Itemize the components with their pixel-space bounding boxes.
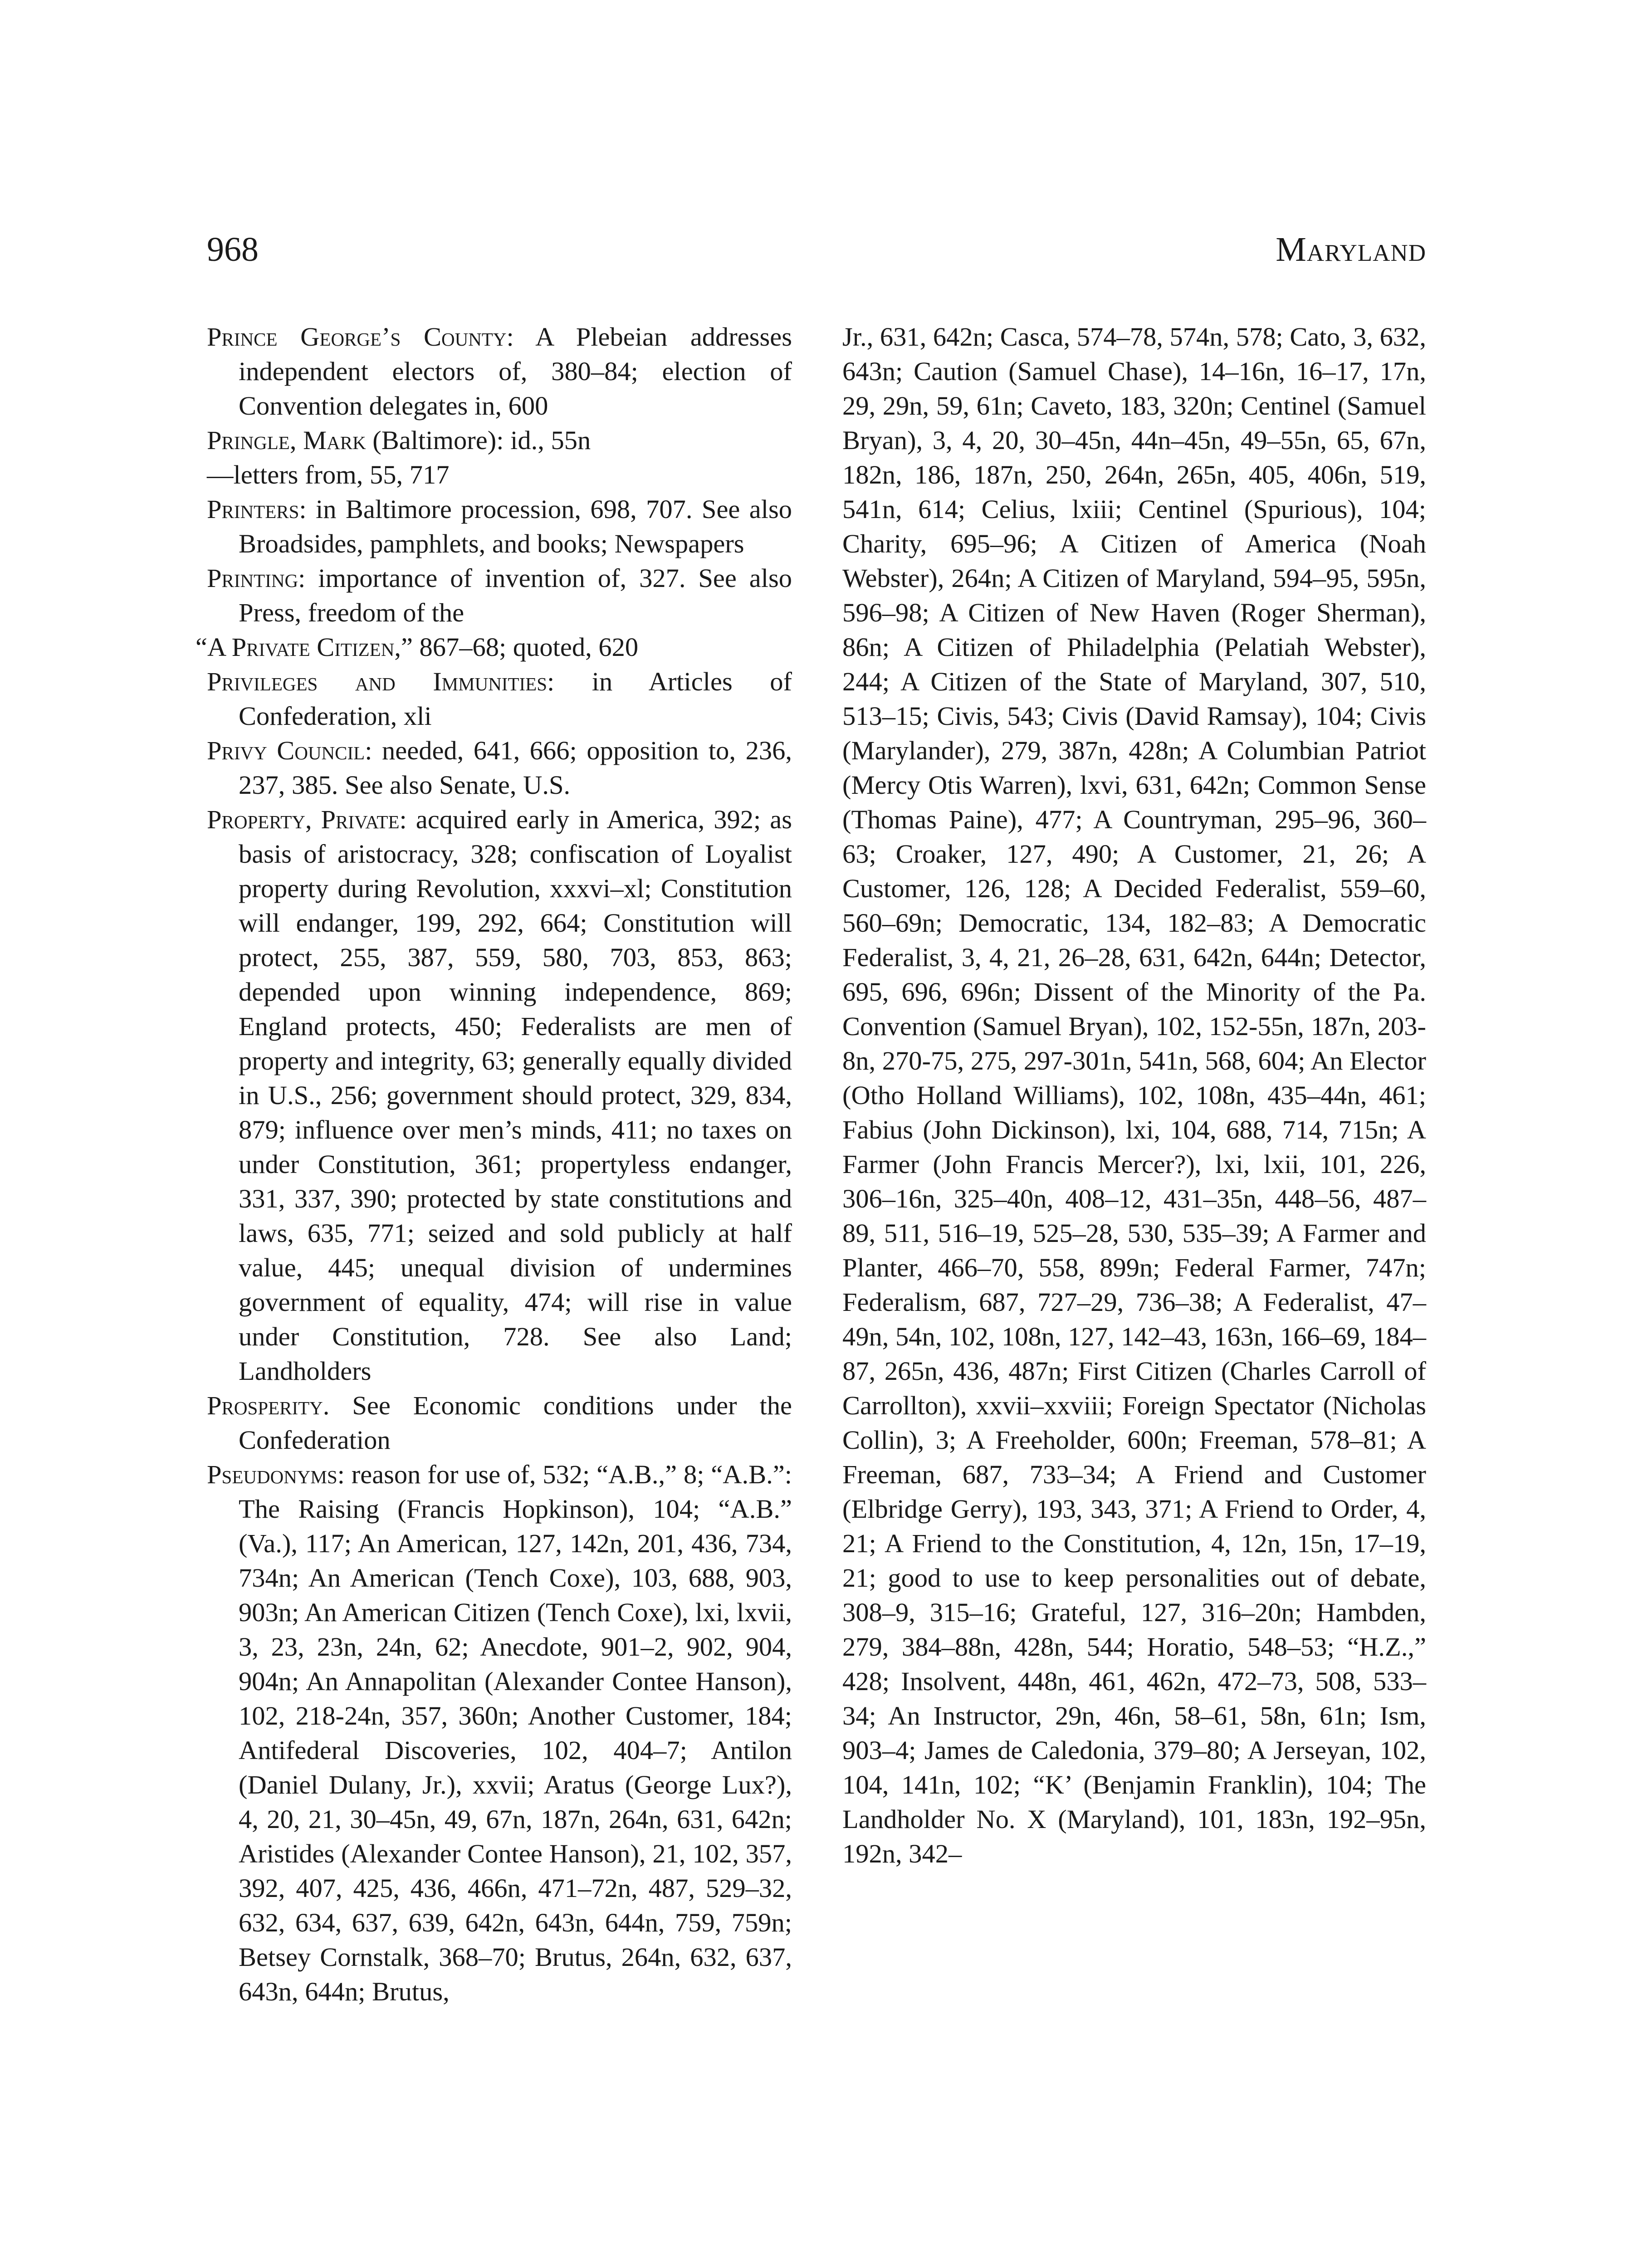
entry-text: . See Economic conditions under the Confederation (239, 1391, 792, 1455)
entry-text: (Baltimore): id., 55n (366, 425, 591, 455)
index-entry-prosperity (207, 1388, 792, 1457)
index-entry-pringle-mark (207, 423, 792, 458)
entry-heading: Privileges and Immunities (207, 667, 548, 696)
entry-heading: Printing (207, 563, 298, 593)
running-head (207, 225, 1426, 274)
entry-heading: Privy Council (207, 736, 365, 765)
entry-heading: Printers (207, 494, 299, 524)
entry-heading: Prince George’s County (207, 322, 507, 352)
index-entry-pseudonyms (207, 1457, 792, 2009)
entry-text: : A Plebeian addresses independent electors of, 380–84; election of Convention delegates in, 600 (239, 322, 792, 420)
entry-text: : needed, 641, 666; opposition to, 236, 237, 385. See also Senate, U.S. (239, 736, 792, 800)
entry-heading: Pringle, Mark (207, 425, 366, 455)
index-entry-prince-georges-county (207, 320, 792, 423)
entry-heading: “A Private Citizen,” (196, 632, 413, 662)
section-title: Maryland (1276, 230, 1426, 269)
right-column (842, 320, 1426, 1871)
index-entry-property-private (207, 802, 792, 1388)
entry-text: 867–68; quoted, 620 (412, 632, 639, 662)
index-entry-printing (207, 561, 792, 630)
index-entry-pseudonyms-continued: Jr., 631, 642n; Casca, 574–78, 574n, 578; Cato, 3, 632, 643n; Caution (Samuel Chase), 14–16n, 16–17, 17n, 29, 29n, 59, 61n; Caveto, 183, 320n; Centinel (Samuel Bryan), 3, 4, 20, 30–45n, 44n–45n, 49–55n, 65, 67n, 182n, 186, 187n, 250, 264n, 265n, 405, 406n, 519, 541n, 614; Celius, lxiii; Centinel (Spurious), 104; Charity, 695–96; A Citizen of America (Noah Webster), 264n; A Citizen of Maryland, 594–95, 595n, 596–98; A Citizen of New Haven (Roger Sherman), 86n; A Citizen of Philadelphia (Pelatiah Webster), 244; A Citizen of the State of Maryland, 307, 510, 513–15; Civis, 543; Civis (David Ramsay), 104; Civis (Marylander), 279, 387n, 428n; A Columbian Patriot (Mercy Otis Warren), lxvi, 631, 642n; Common Sense (Thomas Paine), 477; A Countryman, 295–96, 360–63; Croaker, 127, 490; A Customer, 21, 26; A Customer, 126, 128; A Decided Federalist, 559–60, 560–69n; Democratic, 134, 182–83; A Democratic Federalist, 3, 4, 21, 26–28, 631, 642n, 644n; Detector, 695, 696, 696n; Dissent of the Minority of the Pa. Convention (Samuel Bryan), 102, 152-55n, 187n, 203-8n, 270-75, 275, 297-301n, 541n, 568, 604; An Elector (Otho Holland Williams), 102, 108n, 435–44n, 461; Fabius (John Dickinson), lxi, 104, 688, 714, 715n; A Farmer (John Francis Mercer?), lxi, lxii, 101, 226, 306–16n, 325–40n, 408–12, 431–35n, 448–56, 487–89, 511, 516–19, 525–28, 530, 535–39; A Farmer and Planter, 466–70, 558, 899n; Federal Farmer, 747n; Federalism, 687, 727–29, 736–38; A Federalist, 47–49n, 54n, 102, 108n, 127, 142–43, 163n, 166–69, 184–87, 265n, 436, 487n; First Citizen (Charles Carroll of Carrollton), xxvii–xxviii; Foreign Spectator (Nicholas Collin), 3; A Freeholder, 600n; Freeman, 578–81; A Freeman, 687, 733–34; A Friend and Customer (Elbridge Gerry), 193, 343, 371; A Friend to Order, 4, 21; A Friend to the Constitution, 4, 12n, 15n, 17–19, 21; good to use to keep personalities out of debate, 308–9, 315–16; Grateful, 127, 316–20n; Hambden, 279, 384–88n, 428n, 544; Horatio, 548–53; “H.Z.,” 428; Insolvent, 448n, 461, 462n, 472–73, 508, 533–34; An Instructor, 29n, 46n, 58–61, 58n, 61n; Ism, 903–4; James de Caledonia, 379–80; A Jerseyan, 102, 104, 141n, 102; “K’ (Benjamin Franklin), 104; The Landholder No. X (Maryland), 101, 183n, 192–95n, 192n, 342– (842, 322, 1426, 1868)
index-entry-privy-council (207, 733, 792, 802)
entry-text: : acquired early in America, 392; as basis of aristocracy, 328; confiscation of Loyalist property during Revolution, xxxvi–xl; Constitution will endanger, 199, 292, 664; Constitution will protect, 255, 387, 559, 580, 703, 853, 863; depended upon winning independence, 869; England protects, 450; Federalists are men of property and integrity, 63; generally equally divided in U.S., 256; government should protect, 329, 834, 879; influence over men’s minds, 411; no taxes on under Constitution, 361; propertyless endanger, 331, 337, 390; protected by state constitutions and laws, 635, 771; seized and sold publicly at half value, 445; unequal division of undermines government of equality, 474; will rise in value under Constitution, 728. See also Land; Landholders (239, 805, 792, 1386)
index-entry-a-private-citizen (196, 630, 792, 665)
entry-heading: Prosperity (207, 1391, 323, 1420)
index-entry-printers (207, 492, 792, 561)
entry-text: : importance of invention of, 327. See also Press, freedom of the (239, 563, 792, 627)
entry-text: —letters from, 55, 717 (207, 460, 450, 489)
entry-heading: Property, Private (207, 805, 400, 834)
entry-text: : reason for use of, 532; “A.B.,” 8; “A.B.”: The Raising (Francis Hopkinson), 104; “A.B.” (Va.), 117; An American, 127, 142n, 201, 436, 734, 734n; An American (Tench Coxe), 103, 688, 903, 903n; An American Citizen (Tench Coxe), lxi, lxvii, 3, 23, 23n, 24n, 62; Anecdote, 901–2, 902, 904, 904n; An Annapolitan (Alexander Contee Hanson), 102, 218-24n, 357, 360n; Another Customer, 184; Antifederal Discoveries, 102, 404–7; Antilon (Daniel Dulany, Jr.), xxvii; Aratus (George Lux?), 4, 20, 21, 30–45n, 49, 67n, 187n, 264n, 631, 642n; Aristides (Alexander Contee Hanson), 21, 102, 357, 392, 407, 425, 436, 466n, 471–72n, 487, 529–32, 632, 634, 637, 639, 642n, 643n, 644n, 759, 759n; Betsey Cornstalk, 368–70; Brutus, 264n, 632, 637, 643n, 644n; Brutus, (239, 1460, 792, 2006)
entry-heading: Pseudonyms (207, 1460, 337, 1489)
index-entry-privileges-and-immunities (207, 665, 792, 733)
index-subentry-letters (207, 458, 792, 492)
page-number: 968 (207, 230, 259, 269)
entry-text: : in Articles of Confederation, xli (239, 667, 792, 731)
left-column (196, 320, 792, 2009)
entry-text: : in Baltimore procession, 698, 707. See also Broadsides, pamphlets, and books; Newspapers (239, 494, 792, 558)
